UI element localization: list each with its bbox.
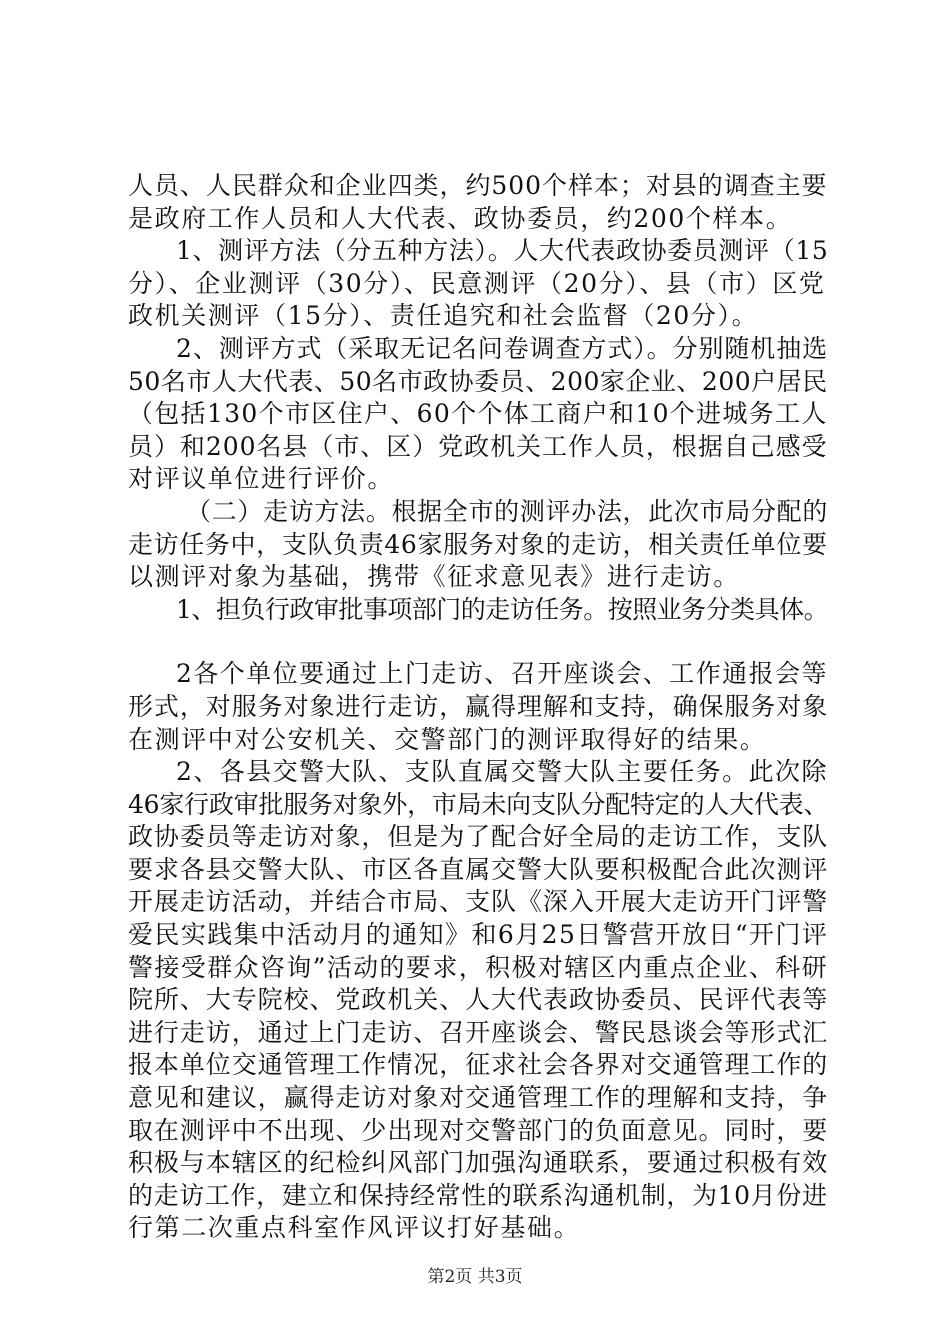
text-line: 爱民实践集中活动月的通知》和6月25日警营开放日“开门评 <box>128 920 829 950</box>
text-line: 是政府工作人员和人大代表、政协委员，约200个样本。 <box>128 203 793 233</box>
text-line: 1、担负行政审批事项部门的走访任务。按照业务分类具体。 <box>176 594 829 624</box>
text-line: 以测评对象为基础，携带《征求意见表》进行走访。 <box>128 562 740 592</box>
text-line: 警接受群众咨询”活动的要求，积极对辖区内重点企业、科研 <box>128 952 828 982</box>
text-line: 开展走访活动，并结合市局、支队《深入开展大走访开门评警 <box>128 887 829 917</box>
text-line: 取在测评中不出现、少出现对交警部门的负面意见。同时，要 <box>128 1115 829 1145</box>
text-line: 的走访工作，建立和保持经常性的联系沟通机制，为10月份进 <box>128 1180 828 1210</box>
text-line: 人员、人民群众和企业四类，约500个样本；对县的调查主要 <box>128 171 828 200</box>
text-line: （包括130个市区住户、60个个体工商户和10个进城务工人 <box>128 399 828 429</box>
page-footer: 第2页 共3页 <box>427 1267 523 1287</box>
text-line: 2、测评方式（采取无记名问卷调查方式）。分别随机抽选 <box>176 333 829 363</box>
text-line: 形式，对服务对象进行走访，赢得理解和支持，确保服务对象 <box>128 691 829 721</box>
document-body <box>128 170 828 1245</box>
text-line: 2各个单位要通过上门走访、召开座谈会、工作通报会等 <box>176 659 828 689</box>
text-line: 报本单位交通管理工作情况，征求社会各界对交通管理工作的 <box>128 1050 829 1080</box>
text-line: 意见和建议，赢得走访对象对交通管理工作的理解和支持，争 <box>128 1083 829 1113</box>
text-line: 走访任务中，支队负责46家服务对象的走访，相关责任单位要 <box>128 529 828 559</box>
text-line: 1、测评方法（分五种方法）。人大代表政协委员测评（15 <box>176 236 829 266</box>
text-line: （二）走访方法。根据全市的测评办法，此次市局分配的 <box>186 496 829 526</box>
text-line: 员）和200名县（市、区）党政机关工作人员，根据自己感受 <box>128 431 828 461</box>
text-line: 进行走访，通过上门走访、召开座谈会、警民恳谈会等形式汇 <box>128 1017 829 1047</box>
text-line: 在测评中对公安机关、交警部门的测评取得好的结果。 <box>128 724 767 754</box>
text-line: 积极与本辖区的纪检纠风部门加强沟通联系，要通过积极有效 <box>128 1148 829 1178</box>
text-line: 院所、大专院校、党政机关、人大代表政协委员、民评代表等 <box>128 985 829 1015</box>
text-line: 对评议单位进行评价。 <box>128 464 395 494</box>
text-line: 要求各县交警大队、市区各直属交警大队要积极配合此次测评 <box>128 854 829 884</box>
text-line: 政协委员等走访对象，但是为了配合好全局的走访工作，支队 <box>128 822 829 852</box>
text-line: 分）、企业测评（30分）、民意测评（20分）、县（市）区党 <box>128 268 826 298</box>
text-line: 政机关测评（15分）、责任追究和社会监督（20分）。 <box>128 301 759 331</box>
text-line: 46家行政审批服务对象外，市局未向支队分配特定的人大代表、 <box>128 789 829 819</box>
text-line: 50名市人大代表、50名市政协委员、200家企业、200户居民 <box>128 366 828 396</box>
text-line: 行第二次重点科室作风评议打好基础。 <box>128 1213 581 1243</box>
text-line: 2、各县交警大队、支队直属交警大队主要任务。此次除 <box>176 757 828 787</box>
